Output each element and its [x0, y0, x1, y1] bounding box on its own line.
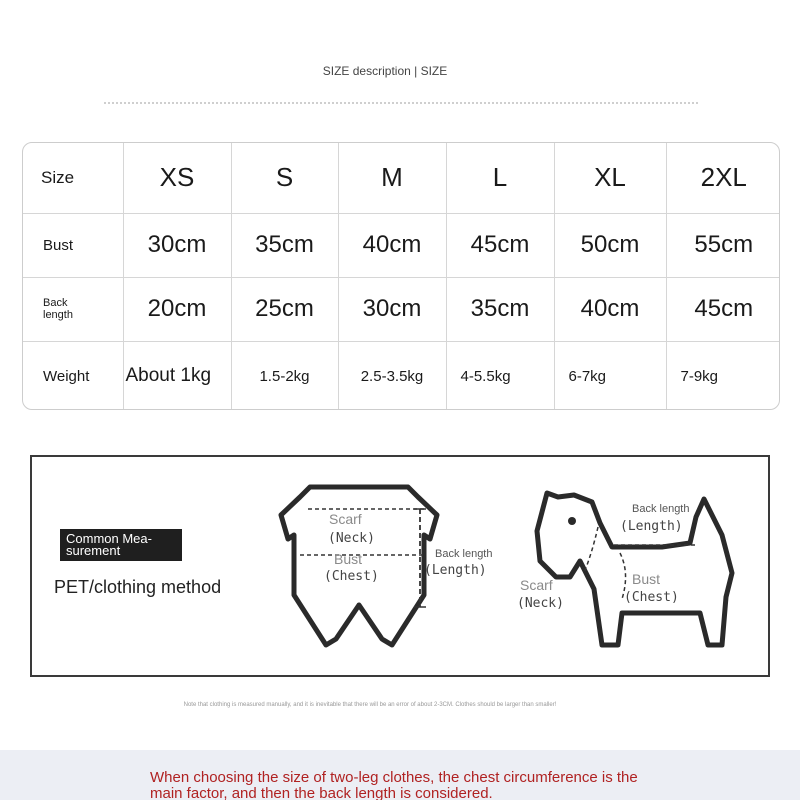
- bust-m: 40cm: [338, 213, 446, 277]
- dog-length-label: (Length): [620, 519, 683, 534]
- dog-scarf-label: Scarf: [520, 577, 553, 593]
- size-header-label: Size: [23, 143, 123, 213]
- size-header-m: M: [338, 143, 446, 213]
- clothing-chest-label: (Chest): [324, 569, 379, 584]
- weight-row: [23, 341, 780, 410]
- weight-m: 2.5-3.5kg: [338, 341, 446, 410]
- size-chart-table: [22, 142, 780, 410]
- dog-back-length-label: Back length: [632, 503, 690, 515]
- weight-s: 1.5-2kg: [231, 341, 338, 410]
- weight-l: 4-5.5kg: [446, 341, 554, 410]
- bust-s: 35cm: [231, 213, 338, 277]
- bust-xl: 50cm: [554, 213, 666, 277]
- weight-2xl: 7-9kg: [680, 367, 719, 385]
- back-length-2xl: 45cm: [666, 277, 780, 341]
- pet-clothing-method-label: PET/clothing method: [54, 577, 222, 597]
- dog-eye: [568, 517, 576, 525]
- back-length-l: 35cm: [446, 277, 554, 341]
- measurement-method-panel: [30, 455, 770, 677]
- size-header-xs: XS: [123, 143, 231, 213]
- back-length-label-line1: Back: [43, 297, 68, 309]
- dog-neck-label: (Neck): [517, 596, 564, 611]
- size-header-row: [23, 143, 780, 213]
- footer-banner: [0, 750, 800, 800]
- back-length-s: 25cm: [231, 277, 338, 341]
- footer-text: When choosing the size of two-leg clothes, the chest circumference is the main factor, and then the back length is considered.: [150, 769, 638, 800]
- clothing-back-length-label: Back length: [435, 548, 493, 560]
- size-header-s: S: [231, 143, 338, 213]
- back-length-row: [23, 277, 780, 341]
- weight-xl: 6-7kg: [554, 341, 666, 410]
- weight-label: Weight: [23, 341, 123, 410]
- dog-chest-label: (Chest): [624, 590, 679, 605]
- back-length-label-line2: length: [43, 309, 73, 321]
- bust-label: Bust: [23, 213, 123, 277]
- badge-line2: surement: [66, 543, 121, 558]
- dog-bust-label: Bust: [632, 571, 661, 587]
- measurement-illustration: [32, 457, 768, 675]
- bust-2xl: 55cm: [666, 213, 780, 277]
- back-length-m: 30cm: [338, 277, 446, 341]
- dog-neck-line: [584, 527, 598, 573]
- size-header-xl: XL: [554, 143, 666, 213]
- badge-line1: Common Mea-: [66, 531, 152, 546]
- measurement-note: Note that clothing is measured manually, and it is inevitable that there will be an error of about 2-3CM. Clothes should be larger than smaller!: [183, 702, 557, 708]
- clothing-neck-label: (Neck): [328, 531, 375, 546]
- bust-l: 45cm: [446, 213, 554, 277]
- back-length-xs: 20cm: [123, 277, 231, 341]
- size-description-heading: SIZE description | SIZE: [322, 64, 448, 78]
- size-header-l: L: [446, 143, 554, 213]
- dotted-divider: [104, 102, 698, 104]
- clothing-length-label: (Length): [424, 563, 487, 578]
- dog-outline: [537, 493, 732, 645]
- bust-row: [23, 213, 780, 277]
- clothing-scarf-label: Scarf: [329, 511, 362, 527]
- back-length-label: [23, 277, 123, 341]
- size-header-2xl: 2XL: [666, 143, 780, 213]
- weight-xs: About 1kg: [123, 341, 231, 410]
- bust-xs: 30cm: [123, 213, 231, 277]
- clothing-bust-label: Bust: [334, 551, 363, 567]
- back-length-xl: 40cm: [554, 277, 666, 341]
